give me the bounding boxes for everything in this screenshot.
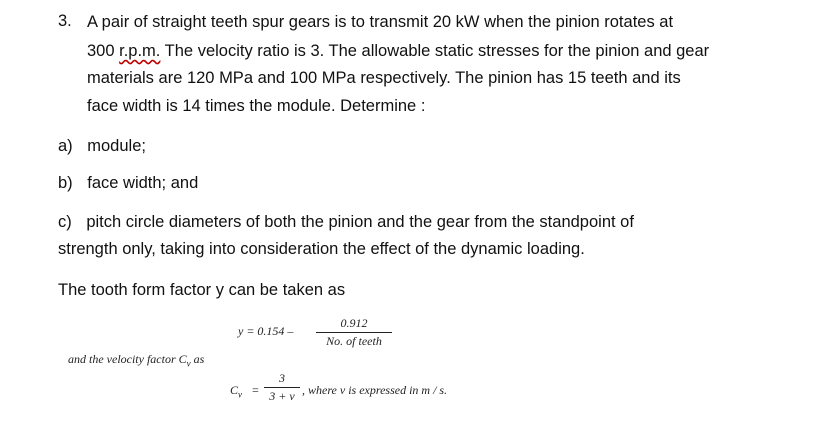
formula-cv-equals: = — [252, 383, 259, 397]
part-a-text: module; — [87, 137, 146, 155]
fraction-bar — [264, 387, 300, 388]
velocity-factor-label: and the velocity factor C — [68, 352, 187, 366]
part-b-text: face width; and — [87, 174, 199, 192]
part-b-label: b) — [58, 174, 73, 192]
problem-number: 3. — [58, 12, 72, 30]
formula-cv-sub: v — [238, 389, 243, 400]
formula-cv-denominator: 3 + v — [269, 389, 295, 403]
rpm-underlined-text: r.p.m. — [119, 42, 161, 60]
formula-y-lhs: y = 0.154 – — [238, 324, 294, 338]
part-c-continuation: strength only, taking into consideration the effect of the dynamic loading. — [58, 240, 585, 258]
formula-cv-note: , where v is expressed in m / s. — [302, 383, 448, 397]
problem-line-1: A pair of straight teeth spur gears is to transmit 20 kW when the pinion rotates at — [87, 13, 674, 31]
formula-cv-lhs — [230, 383, 242, 399]
problem-line-3: materials are 120 MPa and 100 MPa respectively. The pinion has 15 teeth and its — [87, 69, 681, 87]
velocity-factor-as: as — [190, 352, 205, 366]
part-c-text: pitch circle diameters of both the pinion and the gear from the standpoint of — [86, 213, 634, 231]
formula-y-denominator: No. of teeth — [326, 334, 382, 348]
part-a-label: a) — [58, 137, 73, 155]
form-factor-text: The tooth form factor y can be taken as — [58, 281, 346, 299]
problem-line-2-start: 300 — [87, 42, 120, 60]
formula-y-numerator: 0.912 — [340, 316, 368, 330]
problem-line-4: face width is 14 times the module. Determine : — [87, 97, 426, 115]
velocity-factor-sub: v — [186, 358, 191, 369]
problem-line-2-end: The velocity ratio is 3. The allowable static stresses for the pinion and gear — [160, 42, 710, 60]
formula-cv-numerator: 3 — [279, 371, 285, 385]
formula-cv-c: C — [230, 383, 239, 397]
formula-cv-fraction — [264, 371, 300, 404]
part-c-label: c) — [58, 213, 72, 231]
